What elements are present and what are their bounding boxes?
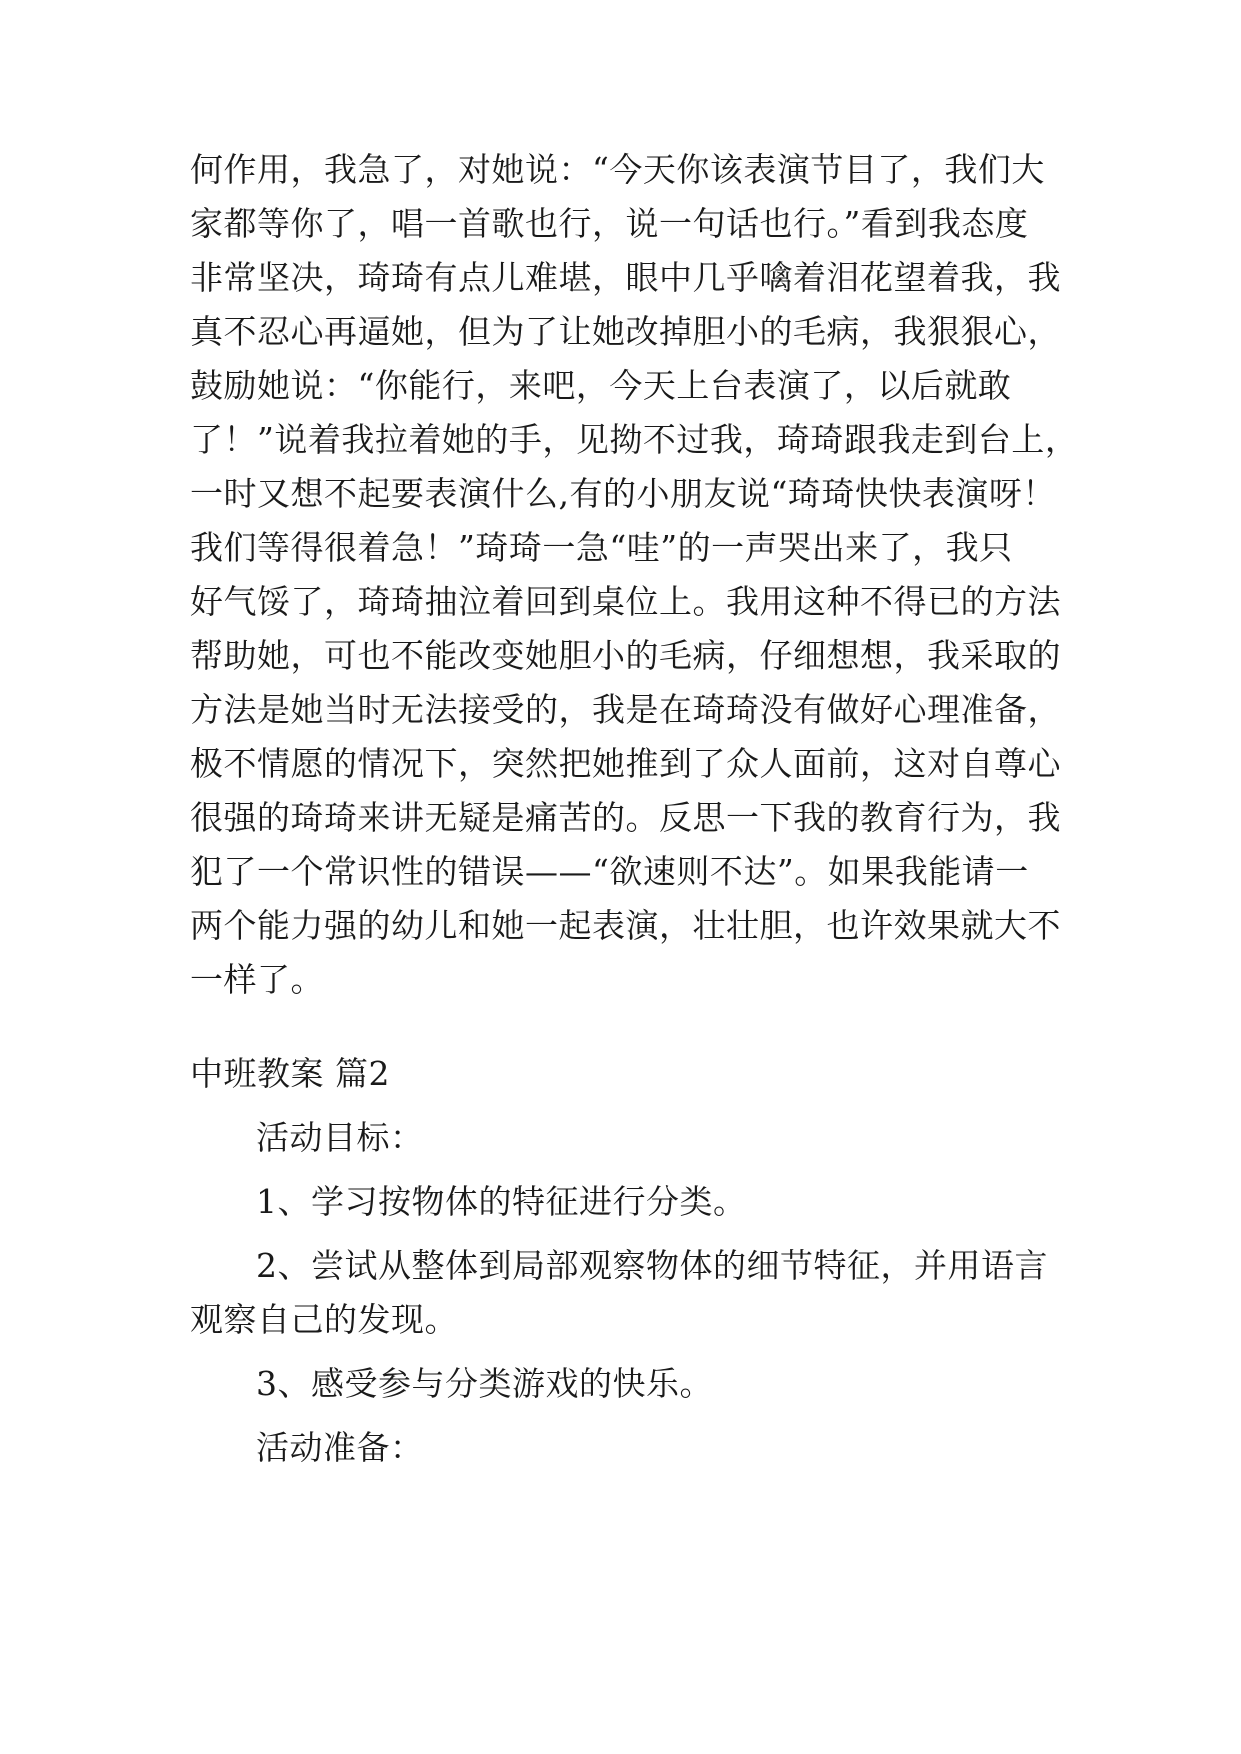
paragraph-line: 帮助她，可也不能改变她胆小的毛病，仔细想想，我采取的: [190, 636, 1061, 675]
paragraph-line: 很强的琦琦来讲无疑是痛苦的。反思一下我的教育行为，我: [190, 798, 1061, 837]
goal-item-2: 2、尝试从整体到局部观察物体的细节特征，并用语言: [256, 1246, 1048, 1285]
goals-heading: 活动目标：: [256, 1118, 424, 1157]
goal-item-2-continuation: 观察自己的发现。: [190, 1300, 458, 1339]
paragraph-line: 一时又想不起要表演什么,有的小朋友说“琦琦快快表演呀！: [190, 474, 1056, 513]
prep-heading: 活动准备：: [256, 1428, 424, 1467]
paragraph-line: 非常坚决，琦琦有点儿难堪，眼中几乎噙着泪花望着我，我: [190, 258, 1061, 297]
paragraph-line: 好气馁了，琦琦抽泣着回到桌位上。我用这种不得已的方法: [190, 582, 1061, 621]
paragraph-line: 两个能力强的幼儿和她一起表演，壮壮胆，也许效果就大不: [190, 906, 1061, 945]
paragraph-line: 我们等得很着急！”琦琦一急“哇”的一声哭出来了，我只: [190, 528, 1013, 567]
paragraph-line: 方法是她当时无法接受的，我是在琦琦没有做好心理准备，: [190, 690, 1061, 729]
paragraph-line: 极不情愿的情况下，突然把她推到了众人面前，这对自尊心: [190, 744, 1061, 783]
paragraph-line: 一样了。: [190, 960, 324, 999]
paragraph-line: 何作用，我急了，对她说：“今天你该表演节目了，我们大: [190, 150, 1045, 189]
goal-item-1: 1、学习按物体的特征进行分类。: [256, 1182, 747, 1221]
paragraph-line: 犯了一个常识性的错误——“欲速则不达”。如果我能请一: [190, 852, 1029, 891]
goal-item-3: 3、感受参与分类游戏的快乐。: [256, 1364, 713, 1403]
paragraph-line: 鼓励她说：“你能行，来吧，今天上台表演了，以后就敢: [190, 366, 1012, 405]
paragraph-line: 真不忍心再逼她，但为了让她改掉胆小的毛病，我狠狠心，: [190, 312, 1061, 351]
section-title: 中班教案 篇2: [190, 1054, 390, 1093]
paragraph-line: 了！”说着我拉着她的手，见拗不过我，琦琦跟我走到台上，: [190, 420, 1079, 459]
paragraph-line: 家都等你了，唱一首歌也行，说一句话也行。”看到我态度: [190, 204, 1029, 243]
